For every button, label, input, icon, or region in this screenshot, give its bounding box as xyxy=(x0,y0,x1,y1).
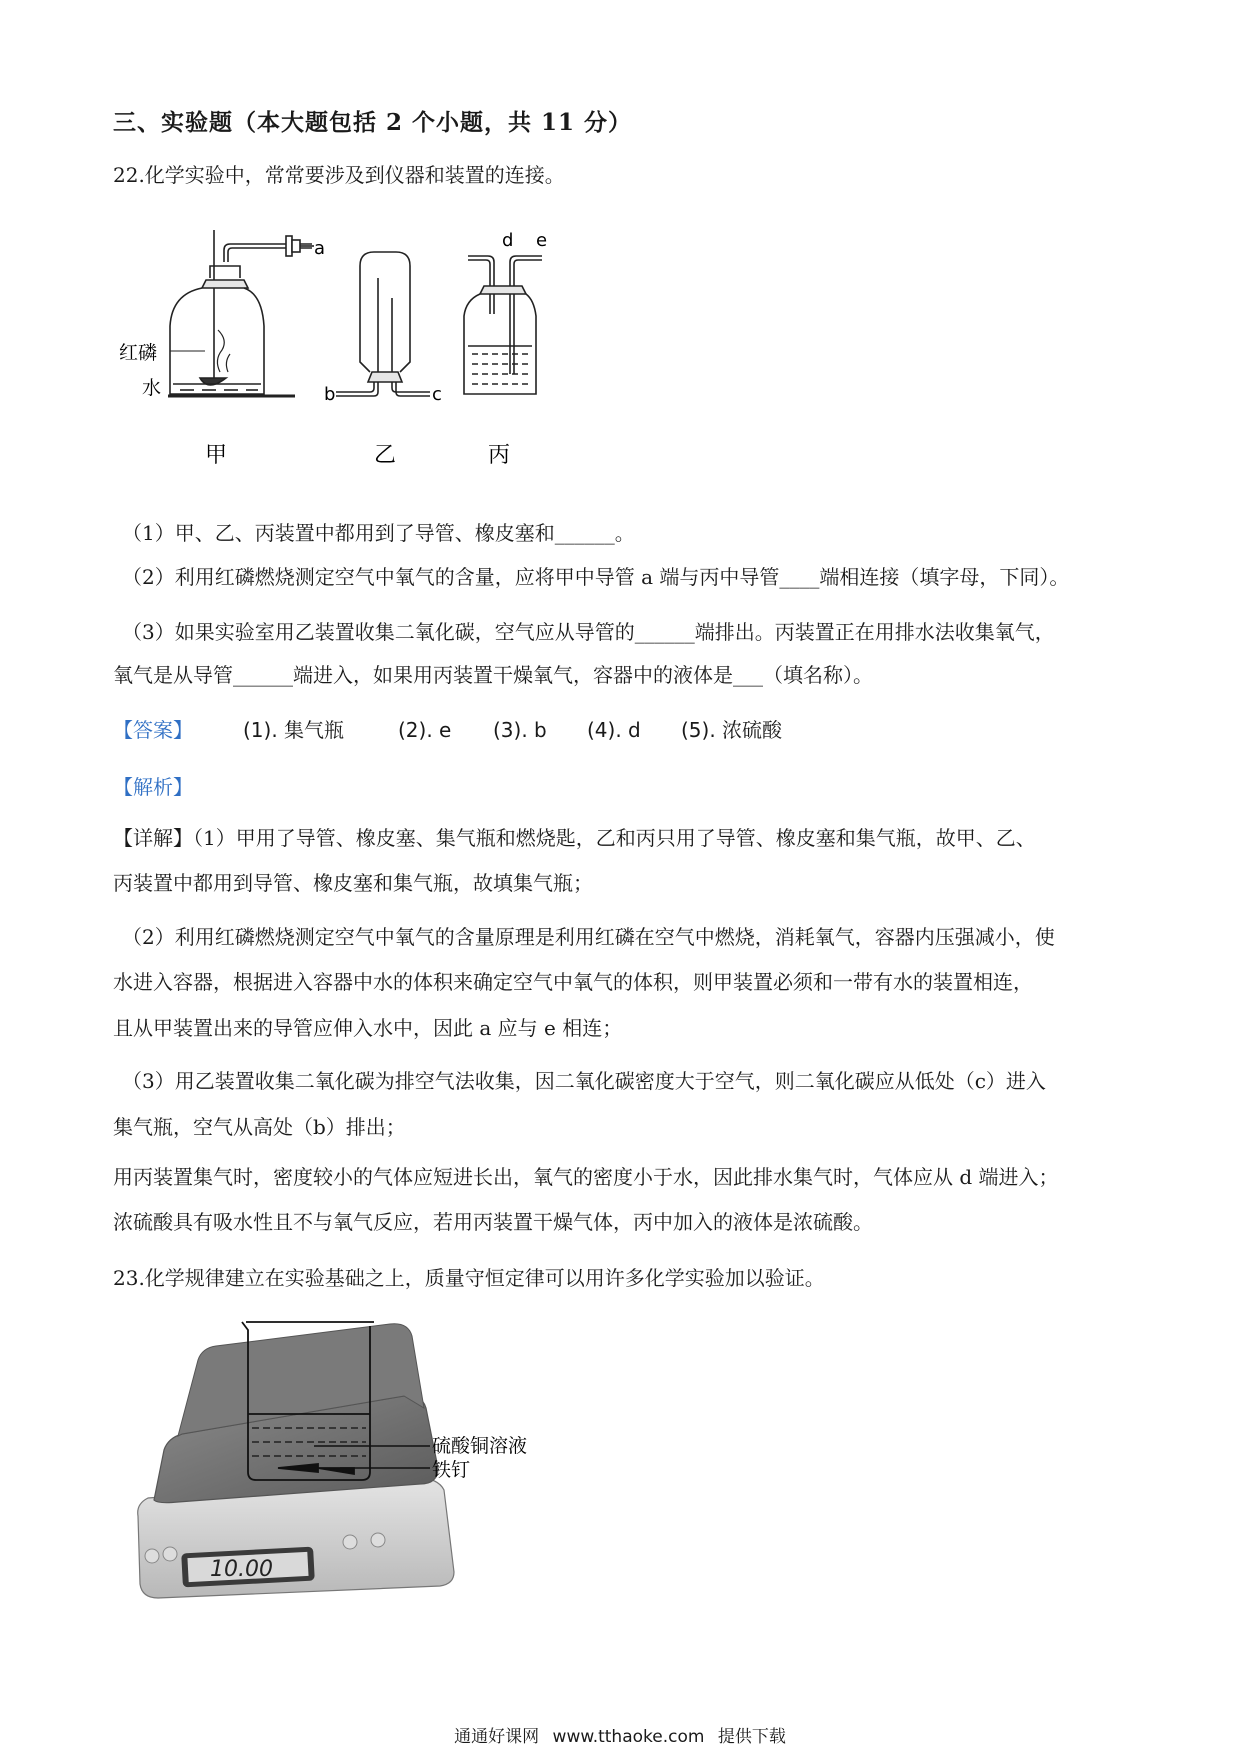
label-bing: 丙 xyxy=(488,443,511,468)
label-a: a xyxy=(314,238,326,259)
label-yi: 乙 xyxy=(374,443,397,468)
detail-line3: （2）利用红磷燃烧测定空气中氧气的含量原理是利用红磷在空气中燃烧，消耗氧气，容器内压强减小，使 xyxy=(122,925,1055,949)
detail-line6: （3）用乙装置收集二氧化碳为排空气法收集，因二氧化碳密度大于空气，则二氧化碳应从低处（c）进入 xyxy=(122,1069,1046,1093)
label-d: d xyxy=(502,230,514,251)
label-e: e xyxy=(536,230,548,251)
q22-part3-line1: （3）如果实验室用乙装置收集二氧化碳，空气应从导管的______端排出。丙装置正在用排水法收集氧气， xyxy=(122,620,1055,644)
analysis-label: 【解析】 xyxy=(113,775,193,799)
label-red-phosphorus: 红磷 xyxy=(119,342,158,364)
detail-text-1: （1）甲用了导管、橡皮塞、集气瓶和燃烧匙，乙和丙只用了导管、橡皮塞和集气瓶，故甲、乙、 xyxy=(193,826,1036,850)
q23-stem: 23.化学规律建立在实验基础之上，质量守恒定律可以用许多化学实验加以验证。 xyxy=(113,1266,825,1290)
detail-line7: 集气瓶，空气从高处（b）排出； xyxy=(113,1115,406,1139)
apparatus-jia xyxy=(168,230,314,396)
q22-apparatus-figure xyxy=(110,222,630,482)
apparatus-bing xyxy=(464,256,542,394)
scale-display: 10.00 xyxy=(210,1557,273,1582)
label-b: b xyxy=(324,384,336,405)
footer-tail: 提供下载 xyxy=(717,1727,786,1747)
detail-line5: 且从甲装置出来的导管应伸入水中，因此 a 应与 e 相连； xyxy=(113,1016,623,1040)
answer-3: (3). b xyxy=(493,718,547,742)
label-jia: 甲 xyxy=(205,443,228,468)
label-c: c xyxy=(432,384,442,405)
apparatus-yi xyxy=(336,252,430,396)
detail-line9: 浓硫酸具有吸水性且不与氧气反应，若用丙装置干燥气体，丙中加入的液体是浓硫酸。 xyxy=(113,1210,873,1234)
detail-line1 xyxy=(113,826,1036,850)
answer-2: (2). e xyxy=(398,718,452,742)
label-copper-sulfate: 硫酸铜溶液 xyxy=(432,1435,528,1457)
detail-line8: 用丙装置集气时，密度较小的气体应短进长出，氧气的密度小于水，因此排水集气时，气体应从 d 端进入； xyxy=(113,1165,1059,1189)
footer-site-name: 通通好课网 xyxy=(454,1727,540,1747)
answer-label: 【答案】 xyxy=(113,718,193,742)
detail-line2: 丙装置中都用到导管、橡皮塞和集气瓶，故填集气瓶； xyxy=(113,871,593,895)
answer-4: (4). d xyxy=(587,718,641,742)
label-water: 水 xyxy=(142,377,162,399)
answer-5: (5). 浓硫酸 xyxy=(681,718,783,742)
detail-label: 【详解】 xyxy=(113,826,193,850)
answer-1: (1). 集气瓶 xyxy=(243,718,345,742)
q22-part1: （1）甲、乙、丙装置中都用到了导管、橡皮塞和______。 xyxy=(122,521,635,545)
q22-part3-line2: 氧气是从导管______端进入，如果用丙装置干燥氧气，容器中的液体是___（填名称）。 xyxy=(113,663,873,687)
q22-part2: （2）利用红磷燃烧测定空气中氧气的含量，应将甲中导管 a 端与丙中导管____端相连接（填字母，下同）。 xyxy=(122,565,1070,589)
label-iron-nail: 铁钉 xyxy=(432,1459,471,1481)
section-title: 三、实验题（本大题包括 2 个小题，共 11 分） xyxy=(113,109,633,136)
electronic-scale xyxy=(138,1324,454,1598)
q23-balance-figure xyxy=(118,1318,578,1608)
page-footer xyxy=(0,1722,1240,1747)
q22-stem: 22.化学实验中，常常要涉及到仪器和装置的连接。 xyxy=(113,163,565,187)
detail-line4: 水进入容器，根据进入容器中水的体积来确定空气中氧气的体积，则甲装置必须和一带有水的装置相连， xyxy=(113,970,1033,994)
footer-url[interactable]: www.tthaoke.com xyxy=(552,1727,705,1747)
